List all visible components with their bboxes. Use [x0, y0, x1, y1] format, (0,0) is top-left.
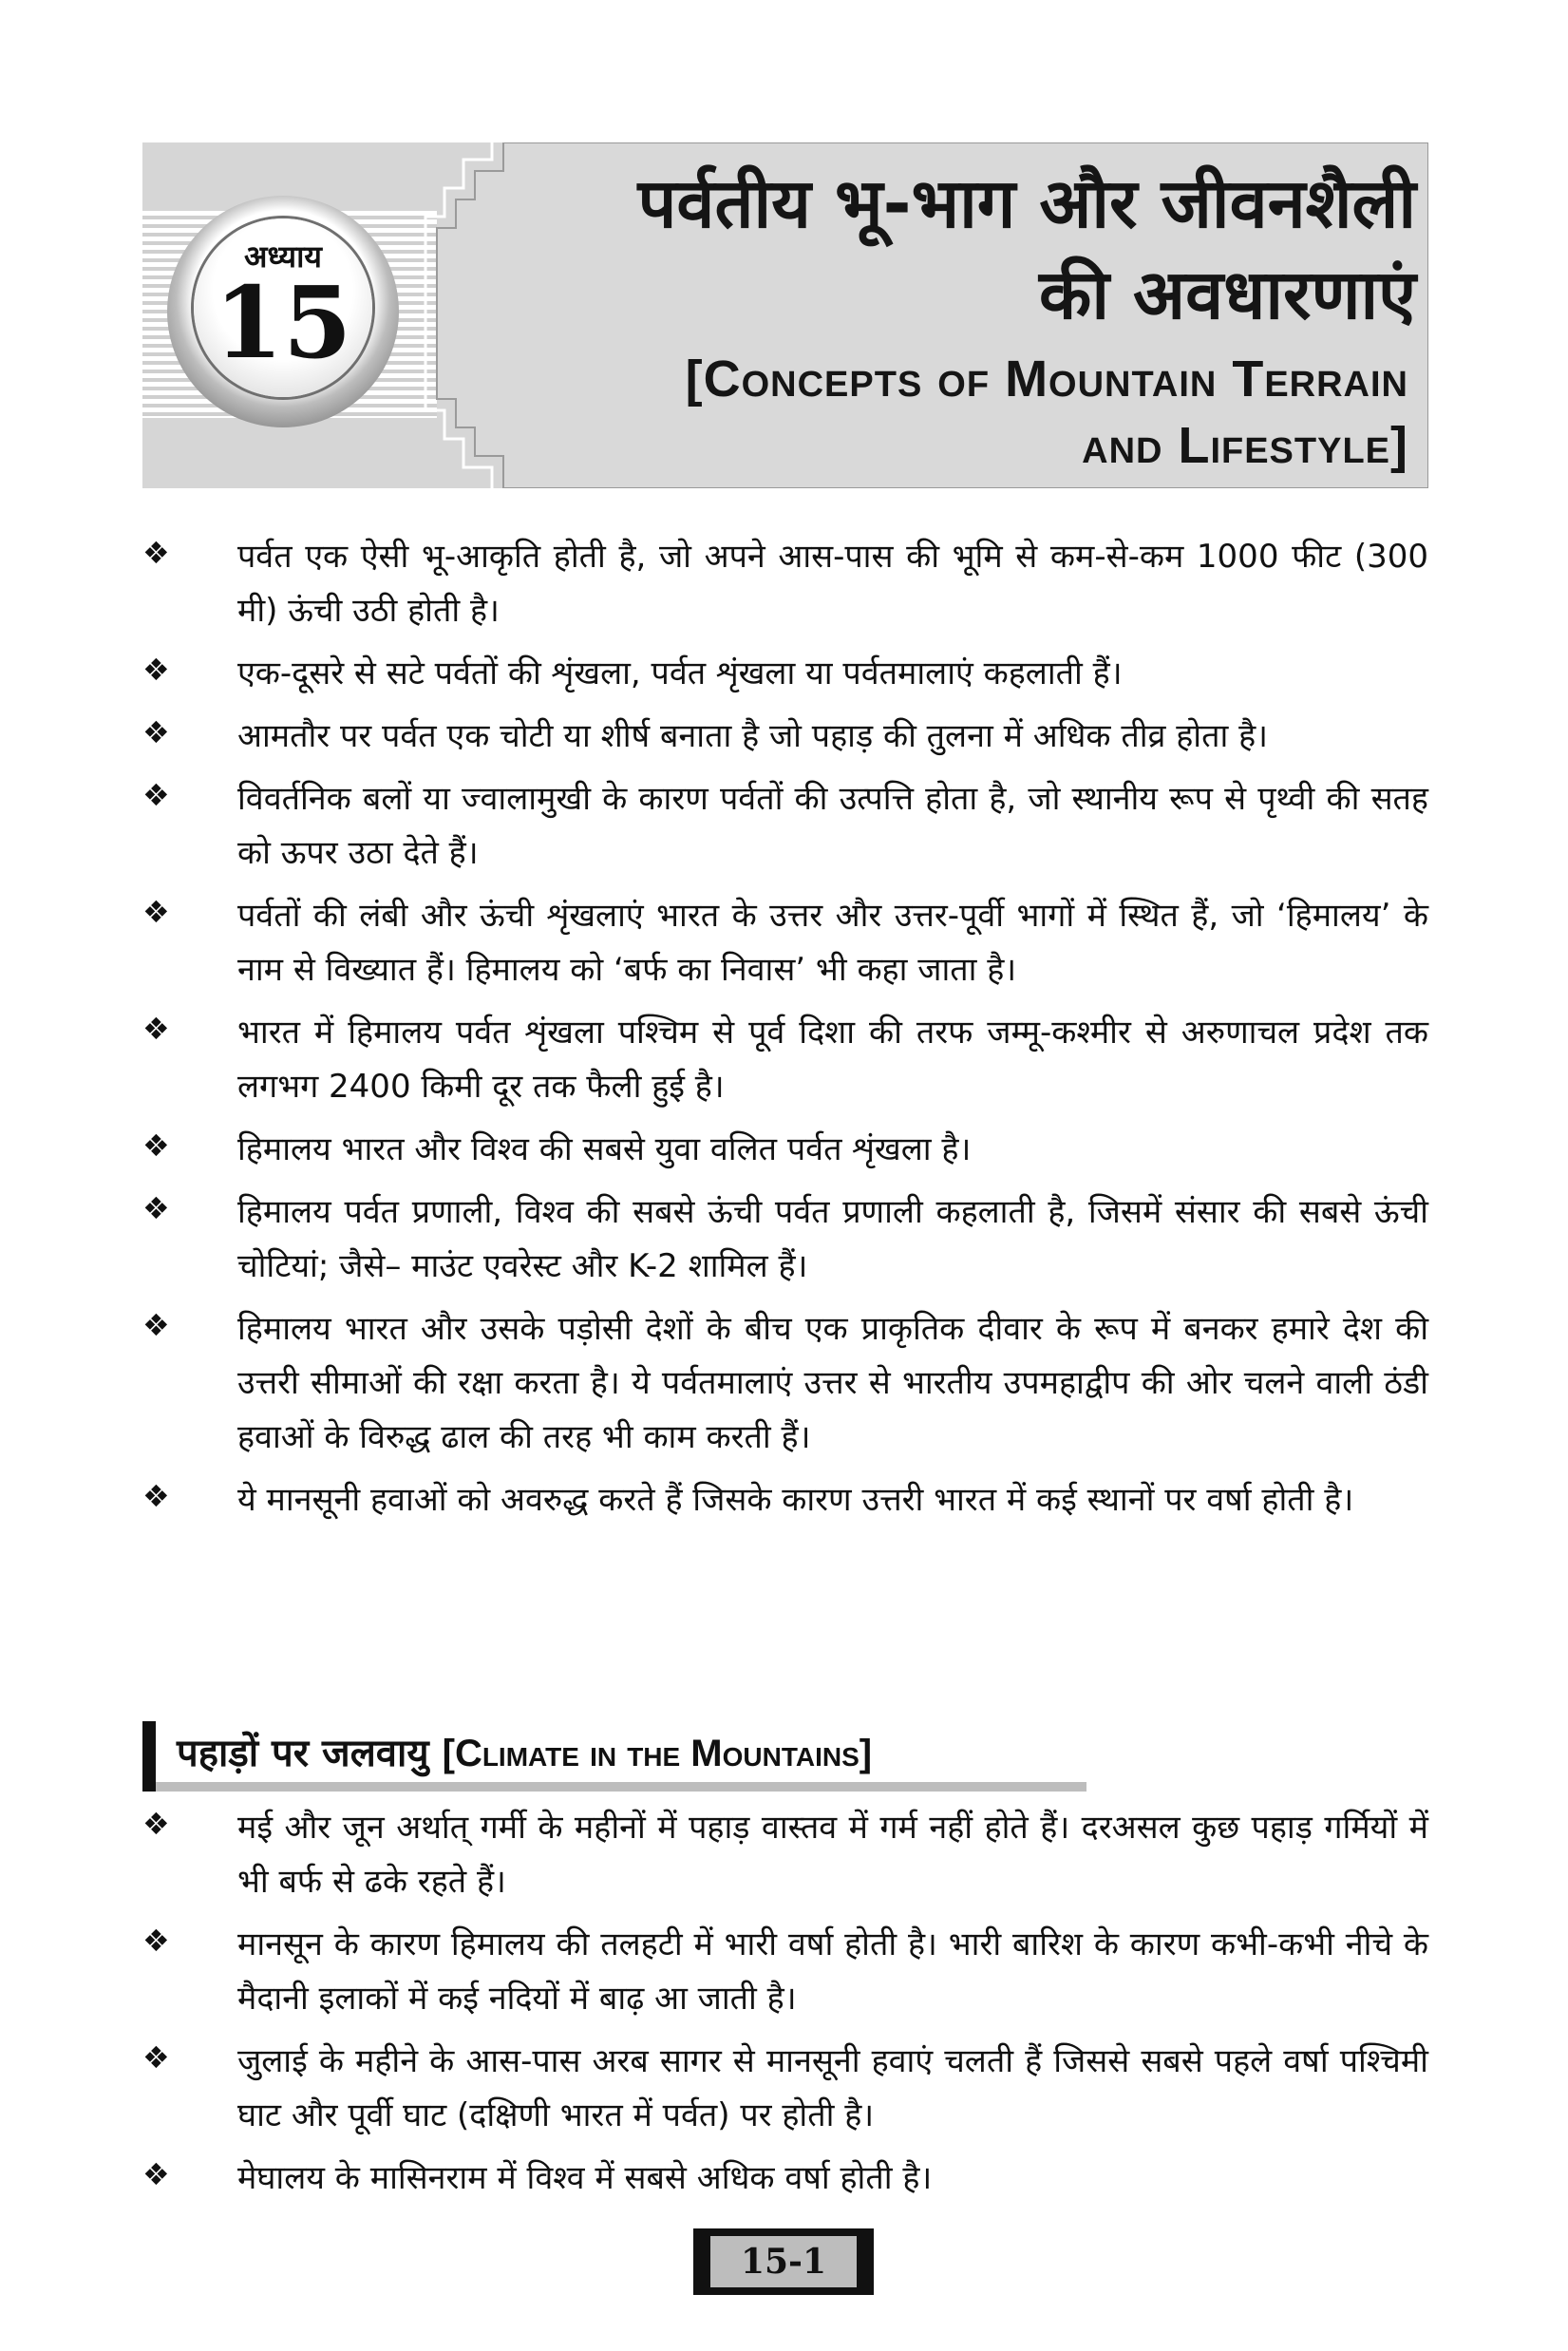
chapter-label: अध्याय — [244, 238, 322, 275]
list-item-text: मई और जून अर्थात् गर्मी के महीनों में पहाड़ वास्तव में गर्म नहीं होते हैं। दरअसल कुछ पहाड़ गर्मियों में भी बर्फ से ढके रहते हैं। — [237, 1809, 1428, 1901]
list-item-text: एक-दूसरे से सटे पर्वतों की शृंखला, पर्वत शृंखला या पर्वतमालाएं कहलाती हैं। — [237, 654, 1123, 692]
diamond-bullet-icon: ❖ — [142, 652, 170, 688]
list-item — [142, 710, 1428, 764]
section-underline-bar — [156, 1782, 1086, 1792]
diamond-bullet-icon: ❖ — [142, 1128, 170, 1164]
diamond-bullet-icon: ❖ — [142, 1011, 170, 1047]
intro-bullet-list — [142, 530, 1428, 1536]
list-item-text: भारत में हिमालय पर्वत शृंखला पश्चिम से पूर्व दिशा की तरफ जम्मू-कश्मीर से अरुणाचल प्रदेश तक लगभग 2400 किमी दूर तक फैली हुई है। — [237, 1014, 1428, 1106]
chapter-title-english-line1: [Concepts of Mountain Terrain — [685, 351, 1408, 408]
list-item — [142, 1123, 1428, 1177]
list-item — [142, 1185, 1428, 1294]
diamond-bullet-icon: ❖ — [142, 1923, 170, 1959]
list-item-text: हिमालय पर्वत प्रणाली, विश्व की सबसे ऊंची पर्वत प्रणाली कहलाती है, जिसमें संसार की सबसे ऊंची चोटियां; जैसे– माउंट एवरेस्ट और K-2 शामिल हैं। — [237, 1193, 1428, 1285]
list-item-text: आमतौर पर पर्वत एक चोटी या शीर्ष बनाता है जो पहाड़ की तुलना में अधिक तीव्र होता है। — [237, 717, 1269, 755]
list-item — [142, 530, 1428, 638]
list-item-text: ये मानसूनी हवाओं को अवरुद्ध करते हैं जिसके कारण उत्तरी भारत में कई स्थानों पर वर्षा होती है। — [237, 1481, 1354, 1519]
diamond-bullet-icon: ❖ — [142, 777, 170, 813]
list-item — [142, 1302, 1428, 1465]
diamond-bullet-icon: ❖ — [142, 535, 170, 571]
chapter-title-english-line2: and Lifestyle] — [1082, 417, 1408, 474]
chapter-title-english — [497, 346, 1408, 479]
chapter-title-hindi-line1: पर्वतीय भू-भाग और जीवनशैली — [637, 163, 1416, 243]
page-number-box — [693, 2228, 874, 2295]
chapter-number: 15 — [214, 264, 352, 381]
list-item — [142, 1473, 1428, 1527]
diamond-bullet-icon: ❖ — [142, 2039, 170, 2076]
list-item-text: जुलाई के महीने के आस-पास अरब सागर से मानसूनी हवाएं चलती हैं जिससे सबसे पहले वर्षा पश्चिमी घाट और पूर्वी घाट (दक्षिणी भारत में पर्वत) पर होती है। — [237, 2042, 1428, 2134]
list-item — [142, 1006, 1428, 1114]
list-item — [142, 1801, 1428, 1909]
list-item — [142, 647, 1428, 701]
list-item-text: मेघालय के मासिनराम में विश्व में सबसे अधिक वर्षा होती है। — [237, 2159, 933, 2197]
section-title — [177, 1725, 872, 1782]
list-item-text: मानसून के कारण हिमालय की तलहटी में भारी वर्षा होती है। भारी बारिश के कारण कभी-कभी नीचे के मैदानी इलाकों में कई नदियों में बाढ़ आ जाती है। — [237, 1925, 1428, 2018]
list-item-text: हिमालय भारत और उसके पड़ोसी देशों के बीच एक प्राकृतिक दीवार के रूप में बनकर हमारे देश की उत्तरी सीमाओं की रक्षा करता है। ये पर्वतमालाएं उत्तर से भारतीय उपमहाद्वीप की ओर चलने वाली ठंडी हवाओं के विरुद्ध ढाल की तरह भी काम करती हैं। — [237, 1310, 1428, 1456]
list-item — [142, 772, 1428, 881]
list-item — [142, 2152, 1428, 2206]
chapter-title-hindi-line2: की अवधारणाएं — [1039, 255, 1416, 334]
list-item — [142, 889, 1428, 997]
diamond-bullet-icon: ❖ — [142, 894, 170, 930]
page-number: 15-1 — [710, 2236, 857, 2287]
section-title-english: [Climate in the Mountains] — [442, 1733, 873, 1774]
list-item-text: पर्वतों की लंबी और ऊंची शृंखलाएं भारत के उत्तर और उत्तर-पूर्वी भागों में स्थित हैं, जो ‘हिमालय’ के नाम से विख्यात हैं। हिमालय को ‘बर्फ का निवास’ भी कहा जाता है। — [237, 897, 1428, 989]
section-title-hindi: पहाड़ों पर जलवायु — [177, 1732, 429, 1775]
diamond-bullet-icon: ❖ — [142, 1190, 170, 1226]
diamond-bullet-icon: ❖ — [142, 1478, 170, 1514]
list-item-text: हिमालय भारत और विश्व की सबसे युवा वलित पर्वत शृंखला है। — [237, 1130, 972, 1168]
list-item-text: विवर्तनिक बलों या ज्वालामुखी के कारण पर्वतों की उत्पत्ति होता है, जो स्थानीय रूप से पृथ्वी की सतह को ऊपर उठा देते हैं। — [237, 780, 1428, 872]
climate-bullet-list — [142, 1801, 1428, 2214]
chapter-badge — [194, 218, 372, 397]
diamond-bullet-icon: ❖ — [142, 2156, 170, 2192]
list-item — [142, 2035, 1428, 2143]
list-item-text: पर्वत एक ऐसी भू-आकृति होती है, जो अपने आस-पास की भूमि से कम-से-कम 1000 फीट (300 मी) ऊंची उठी होती है। — [237, 538, 1428, 630]
diamond-bullet-icon: ❖ — [142, 714, 170, 750]
list-item — [142, 1918, 1428, 2026]
section-heading — [142, 1721, 1086, 1792]
chapter-title-hindi — [485, 158, 1416, 340]
diamond-bullet-icon: ❖ — [142, 1806, 170, 1842]
diamond-bullet-icon: ❖ — [142, 1307, 170, 1343]
